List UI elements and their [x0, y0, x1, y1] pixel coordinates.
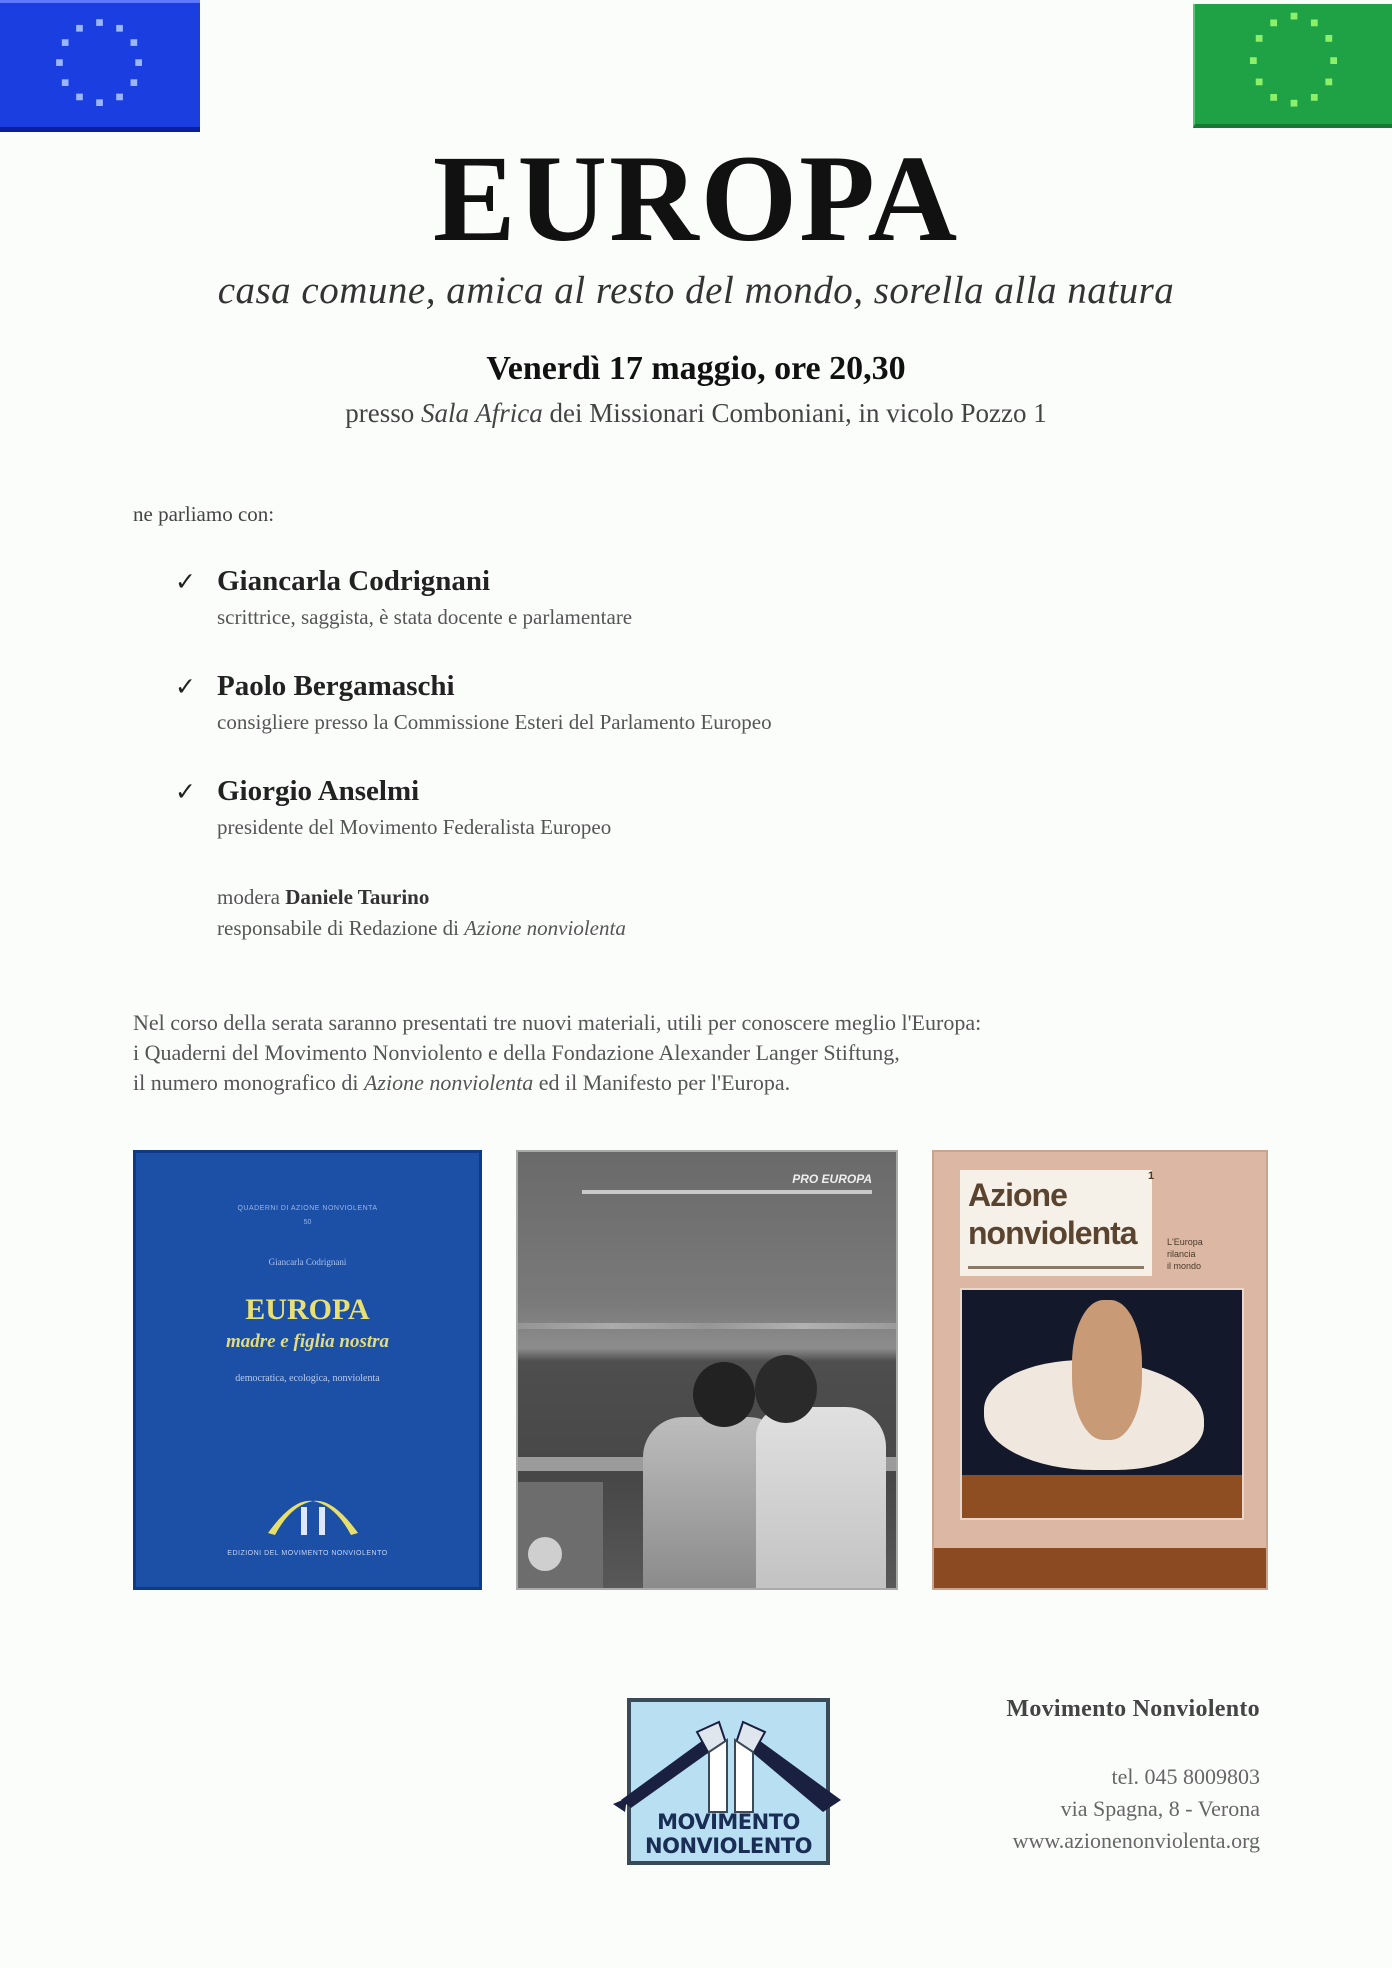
headline-line: L'Europa: [1167, 1237, 1203, 1247]
moderator-publication: Azione nonviolenta: [464, 916, 626, 940]
organization-contacts: [1006, 1696, 1260, 1857]
book-cover-pro-europa: [516, 1150, 898, 1590]
materials-line-3: [133, 1068, 981, 1098]
poster-title: EUROPA: [432, 130, 960, 267]
event-date: Venerdì 17 maggio, ore 20,30: [486, 350, 906, 387]
venue-prefix: presso: [345, 398, 421, 428]
magazine-footer-band: [934, 1548, 1266, 1590]
logo-text-line-1: MOVIMENTO: [657, 1810, 800, 1834]
speaker-name: Giancarla Codrignani: [217, 565, 491, 597]
book-author: Giancarla Codrignani: [268, 1257, 347, 1267]
materials-line-2: i Quaderni del Movimento Nonviolento e della Fondazione Alexander Langer Stiftung,: [133, 1040, 900, 1065]
book-subtitle-bar: [582, 1190, 872, 1194]
organization-phone: tel. 045 8009803: [1111, 1764, 1260, 1789]
magazine-masthead: [960, 1170, 1155, 1276]
magazine-headline: [1167, 1236, 1203, 1272]
green-europe-flag-icon: [1193, 4, 1392, 128]
photo-person-head: [693, 1362, 755, 1427]
broken-rifle-icon: [601, 1708, 861, 1818]
venue-name: Sala Africa: [421, 398, 543, 428]
poster-subtitle: casa comune, amica al resto del mondo, sorella alla natura: [217, 269, 1175, 312]
magazine-issue: 1: [1148, 1170, 1155, 1182]
check-icon: ✓: [175, 672, 196, 701]
moderator-role-prefix: responsabile di Redazione di: [217, 916, 465, 940]
photo-wall: [518, 1482, 603, 1590]
speaker-name: Giorgio Anselmi: [217, 775, 420, 807]
publisher-badge-icon: [528, 1537, 562, 1571]
venue-suffix: dei Missionari Comboniani, in vicolo Pozzo 1: [542, 398, 1047, 428]
speakers-intro: ne parliamo con:: [133, 502, 275, 526]
check-icon: ✓: [175, 567, 196, 596]
speaker-role: presidente del Movimento Federalista Europeo: [217, 815, 612, 839]
materials-line-3-prefix: il numero monografico di: [133, 1070, 364, 1095]
magazine-title: Azione nonviolenta: [968, 1177, 1137, 1251]
moderator-name: Daniele Taurino: [285, 885, 430, 909]
artwork-ground: [962, 1475, 1242, 1520]
book-cover-europa-madre: [133, 1150, 482, 1590]
book-title: PRO EUROPA: [792, 1172, 872, 1186]
magazine-masthead-rule: [968, 1266, 1144, 1269]
publisher-logo-icon: [263, 1493, 363, 1538]
moderator-role: [217, 913, 626, 944]
book-publisher: EDIZIONI DEL MOVIMENTO NONVIOLENTO: [227, 1550, 388, 1557]
event-venue: [0, 398, 1392, 429]
book-tagline: democratica, ecologica, nonviolenta: [235, 1373, 380, 1384]
headline-line: rilancia: [1167, 1249, 1196, 1259]
organization-website[interactable]: www.azionenonviolenta.org: [1012, 1828, 1260, 1853]
materials-paragraph: [133, 1008, 981, 1098]
book-number: 50: [303, 1219, 312, 1226]
check-icon: ✓: [175, 777, 196, 806]
photo-horizon: [518, 1323, 896, 1329]
speaker-role: consigliere presso la Commissione Esteri del Parlamento Europeo: [217, 710, 772, 734]
materials-line-3-suffix: ed il Manifesto per l'Europa.: [533, 1070, 791, 1095]
moderator-line: [217, 882, 626, 913]
speaker-role: scrittrice, saggista, è stata docente e parlamentare: [217, 605, 633, 629]
eu-flag-icon: [0, 0, 200, 132]
book-series: QUADERNI DI AZIONE NONVIOLENTA: [237, 1205, 378, 1212]
organization-address: via Spagna, 8 - Verona: [1060, 1796, 1260, 1821]
green-stars-icon: [1195, 4, 1392, 124]
headline-line: il mondo: [1167, 1261, 1202, 1271]
photo-person-head: [755, 1355, 817, 1423]
book-title: EUROPA: [245, 1293, 370, 1326]
movimento-nonviolento-logo: [627, 1698, 830, 1865]
materials-line-1: Nel corso della serata saranno presentati tre nuovi materiali, utili per conoscere meglio l'Europa:: [133, 1010, 982, 1035]
moderator-block: [217, 882, 626, 944]
materials-publication: Azione nonviolenta: [363, 1070, 534, 1095]
europa-bull-artwork: [960, 1288, 1244, 1520]
artwork-rider: [1072, 1300, 1142, 1440]
photo-person: [756, 1407, 886, 1590]
eu-stars-icon: [0, 3, 200, 127]
magazine-cover-azione-nonviolenta: [932, 1150, 1268, 1590]
speaker-name: Paolo Bergamaschi: [217, 670, 455, 702]
organization-name: Movimento Nonviolento: [1006, 1696, 1260, 1722]
moderator-prefix: modera: [217, 885, 286, 909]
logo-text-line-2: NONVIOLENTO: [645, 1834, 812, 1858]
book-subtitle: madre e figlia nostra: [225, 1331, 390, 1352]
